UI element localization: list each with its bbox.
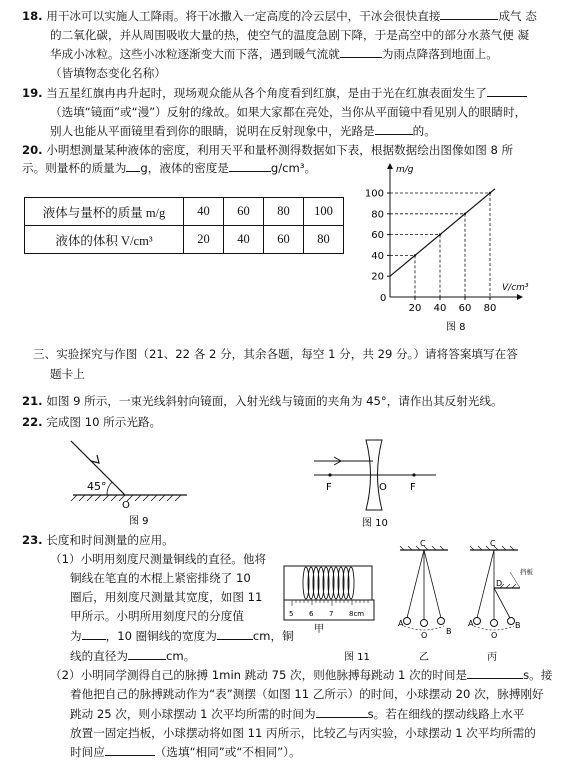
q23-blank-3[interactable] xyxy=(128,648,166,660)
q20-number: 20. xyxy=(22,143,43,157)
figure-10-diagram xyxy=(310,432,450,530)
q23-p2-line3 xyxy=(70,706,524,722)
q23-p1-text-2: 铜线在笔直的木棍上紧密排绕了 10 xyxy=(70,571,251,585)
angle-label: 45° xyxy=(87,480,107,493)
q23-p2-text-2: 着他把自己的脉搏跳动作为“表”测摆（如图 11 乙所示）的时间，小球摆动 20 次，脉搏刚好 xyxy=(70,687,544,701)
section-3-heading-2: 题卡上 xyxy=(50,367,85,381)
q19-blank-2[interactable] xyxy=(375,123,413,135)
q18-text-1: 用干冰可以实施人工降雨。将干冰撒入一定高度的冷云层中，干冰会很快直接 xyxy=(46,9,441,23)
ruler-tick-label: 8cm xyxy=(349,610,365,618)
q19-text-1: 当五星红旗冉冉升起时，现场观众能从各个角度看到红旗，是由于光在红旗表面发生了 xyxy=(46,86,487,100)
q18-line3 xyxy=(50,46,498,62)
q23-p2-text-4: 放置一固定挡板，小球摆动将如图 11 丙所示，比较乙与丙实验，小球摆动 1 次平均所需的 xyxy=(70,726,536,740)
table-cell: 80 xyxy=(304,226,344,254)
q19-text-2: （选填“镜面”或“漫”）反射的缘故。如果大家都在亮处，当你从平面镜中看见别人的眼睛时， xyxy=(50,105,527,119)
q23-p1-line5 xyxy=(70,628,294,644)
q22-line xyxy=(22,414,161,430)
q23-p2-text-5b: （选填“相同”或“不相同”）。 xyxy=(154,745,301,759)
data-point xyxy=(439,233,441,235)
q23-blank-5[interactable] xyxy=(316,706,368,718)
q23-blank-6[interactable] xyxy=(105,744,155,756)
point-a-label: A xyxy=(468,619,474,628)
x-tick-label: 40 xyxy=(433,303,447,314)
q23-p2-line5 xyxy=(70,744,301,760)
sub-figure-yi-label: 乙 xyxy=(419,652,429,663)
sub-figure-bing-label: 丙 xyxy=(487,652,497,663)
q23-p2-text-3a: 跳动 25 次，则小球摆动 1 次平均所需的时间为 xyxy=(70,707,316,721)
q20-data-table xyxy=(24,197,344,254)
q18-text-4: （皆填物态变化名称） xyxy=(50,66,166,80)
q23-p1-text-6a: 线的直径为 xyxy=(70,649,128,663)
q23-p2-line1 xyxy=(50,667,552,683)
focus-left-label: F xyxy=(326,482,332,493)
figure-9-caption: 图 9 xyxy=(129,516,149,527)
y-tick-label: 100 xyxy=(364,188,384,200)
q18-text-1b: 成气 态 xyxy=(498,9,537,23)
focus-right xyxy=(412,473,415,476)
pivot-label: C xyxy=(420,539,426,548)
q19-text-3b: 的。 xyxy=(412,124,436,138)
q23-p2-text-1b: s。接 xyxy=(523,668,553,682)
table-cell: 20 xyxy=(184,226,224,254)
q21-text: 如图 9 所示，一束光线斜射向镜面，入射光线与镜面的夹角为 45°，请作出其反射光线。 xyxy=(46,394,503,408)
section-3-heading-1: 三、实验探究与作图（21、22 各 2 分，其余各题，每空 1 分，共 29 分。）请将答案填写在答 xyxy=(33,347,518,361)
q20-text-1: 小明想测量某种液体的密度，利用天平和量杯测得数据如下表，根据数据绘出图像如图 8 所 xyxy=(46,143,514,157)
table-cell: 40 xyxy=(184,198,224,226)
q19-blank-1[interactable] xyxy=(487,85,527,97)
x-tick-label: 60 xyxy=(458,303,472,314)
coil-and-ruler xyxy=(284,566,374,635)
figure-8-caption: 图 8 xyxy=(446,322,466,333)
q23-p1-text-4: 甲所示。小明所用刻度尺的分度值 xyxy=(70,609,244,623)
q23-p1-text-6b: cm。 xyxy=(165,649,196,663)
pendulum-yi xyxy=(398,539,452,663)
y-axis-label: m/g xyxy=(396,165,414,175)
sub-figure-jia-label: 甲 xyxy=(314,624,324,635)
point-o-label: O xyxy=(491,631,498,640)
data-point xyxy=(414,254,416,256)
figure-11-caption: 图 11 xyxy=(344,652,370,663)
ruler-tick-label: 7 xyxy=(329,610,334,618)
q18-text-3a: 华成小冰粒。这些小冰粒逐渐变大而下落，遇到暖气流就 xyxy=(50,47,340,61)
ruler-tick-label: 6 xyxy=(309,610,314,618)
y-tick-label: 60 xyxy=(371,230,384,242)
point-b-label: B xyxy=(515,621,521,630)
q23-number: 23. xyxy=(22,533,43,547)
board-label: 挡板 xyxy=(520,568,533,576)
y-tick-label: 80 xyxy=(371,209,384,221)
q20-text-2b: g，液体的密度是 xyxy=(140,161,229,175)
q19-line3 xyxy=(50,123,436,139)
q23-p2-text-1a: （2）小明同学测得自己的脉搏 1min 跳动 75 次，则他脉搏每跳动 1 次的时间是 xyxy=(50,668,468,682)
figure-8-chart xyxy=(360,160,535,338)
q19-text-3a: 别人也能从平面镜里看到你的眼睛，说明在反射现象中，光路是 xyxy=(50,124,375,138)
figure-9-diagram xyxy=(55,435,195,527)
y-tick-label: 20 xyxy=(371,271,384,283)
table-row-label: 液体与量杯的质量 m/g xyxy=(25,198,184,226)
q23-p2-text-3b: s。若在细线的摆动线路上水平 xyxy=(367,707,525,721)
q22-number: 22. xyxy=(22,415,43,429)
ray-arrow xyxy=(91,455,99,463)
q23-p1-text-1: （1）小明用刻度尺测量铜线的直径。他将 xyxy=(50,552,267,566)
q23-blank-1[interactable] xyxy=(82,628,106,640)
pendulum-bing xyxy=(468,539,534,663)
table-row-label: 液体的体积 V/cm³ xyxy=(25,226,184,254)
table-row xyxy=(25,226,344,254)
q20-blank-1[interactable] xyxy=(126,160,140,172)
table-cell: 80 xyxy=(264,198,304,226)
x-axis-label: V/cm³ xyxy=(502,283,529,293)
q18-blank-2[interactable] xyxy=(340,46,382,58)
q23-p2-text-5a: 时间应 xyxy=(70,745,105,759)
q18-number: 18. xyxy=(22,9,43,23)
q20-text-2c: g/cm³。 xyxy=(270,161,317,175)
x-tick-label: 80 xyxy=(483,303,497,314)
q18-text-2: 的二氧化碳，并从周围吸收大量的热，使空气的温度急剧下降，于是高空中的部分水蒸气便 凝 xyxy=(50,28,530,42)
ruler-tick-label: 5 xyxy=(289,610,294,618)
q22-text: 完成图 10 所示光路。 xyxy=(46,415,162,429)
point-o-label: O xyxy=(122,500,130,511)
q20-line1 xyxy=(22,142,513,158)
x-tick-label: 20 xyxy=(408,303,422,314)
q18-line1 xyxy=(22,8,537,24)
q21-number: 21. xyxy=(22,394,43,408)
origin-label: 0 xyxy=(380,293,387,304)
q23-blank-4[interactable] xyxy=(467,667,523,679)
pivot-label: C xyxy=(490,539,496,548)
q18-blank-1[interactable] xyxy=(440,8,498,20)
table-cell: 40 xyxy=(224,226,264,254)
angle-arc xyxy=(107,482,112,495)
q20-blank-2[interactable] xyxy=(229,160,271,172)
table-row xyxy=(25,198,344,226)
q19-number: 19. xyxy=(22,86,43,100)
series-line xyxy=(390,189,495,276)
q21-line xyxy=(22,393,503,409)
focus-left xyxy=(328,473,331,476)
figure-11-diagram xyxy=(280,538,550,664)
q23-p1-line6 xyxy=(70,648,195,664)
q23-title: 长度和时间测量的应用。 xyxy=(46,533,174,547)
table-cell: 100 xyxy=(304,198,344,226)
optical-center-label: O xyxy=(379,482,387,493)
q20-line2 xyxy=(22,160,316,176)
point-d-label: D xyxy=(496,579,503,588)
point-a-label: A xyxy=(398,619,404,628)
table-cell: 60 xyxy=(264,226,304,254)
q23-blank-2[interactable] xyxy=(217,628,253,640)
q23-p1-text-3: 圈后，用刻度尺测量其宽度，如图 11 xyxy=(70,590,263,604)
q23-p1-text-5c: cm，铜 xyxy=(252,629,294,643)
figure-10-caption: 图 10 xyxy=(362,518,388,529)
point-b-label: B xyxy=(446,627,452,636)
q23-p1-text-5b: ，10 圈铜线的宽度为 xyxy=(105,629,217,643)
data-point xyxy=(489,192,491,194)
table-cell: 60 xyxy=(224,198,264,226)
data-point xyxy=(464,213,466,215)
q23-title-line xyxy=(22,532,174,548)
q23-p1-text-5a: 为 xyxy=(70,629,82,643)
q20-text-2a: 示。则量杯的质量为 xyxy=(22,161,127,175)
focus-right-label: F xyxy=(410,482,416,493)
point-o-label: O xyxy=(421,631,428,640)
q18-text-3b: 为雨点降落到地面上。 xyxy=(381,47,498,61)
q19-line1 xyxy=(22,85,527,101)
y-tick-label: 40 xyxy=(371,250,384,262)
